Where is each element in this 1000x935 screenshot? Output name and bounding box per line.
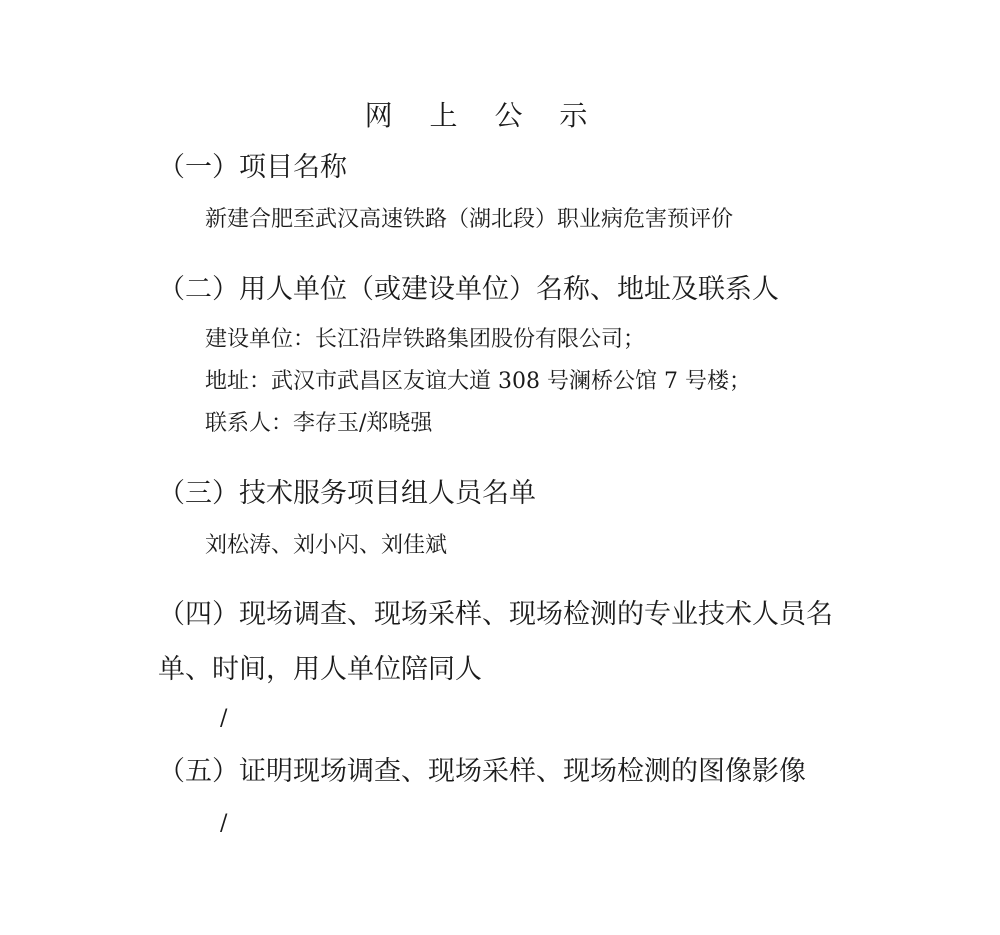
page-title: 网 上 公 示	[364, 99, 602, 132]
section-2-line-1: 建设单位：长江沿岸铁路集团股份有限公司；	[205, 327, 646, 352]
section-4-line-1: /	[220, 706, 228, 731]
section-3-line-1: 刘松涛、刘小闪、刘佳斌	[205, 533, 448, 558]
section-5-line-1: /	[220, 811, 228, 836]
section-2-line-3: 联系人：李存玉/郑晓强	[205, 411, 433, 436]
section-2-line-2: 地址：武汉市武昌区友谊大道 308 号澜桥公馆 7 号楼；	[205, 369, 751, 394]
section-2-heading: （二）用人单位（或建设单位）名称、地址及联系人	[158, 274, 779, 305]
section-4-heading: （四）现场调查、现场采样、现场检测的专业技术人员名单、时间，用人单位陪同人	[158, 599, 833, 685]
section-5-heading: （五）证明现场调查、现场采样、现场检测的图像影像	[158, 756, 806, 787]
section-1-line-1: 新建合肥至武汉高速铁路（湖北段）职业病危害预评价	[205, 207, 734, 232]
section-3-heading: （三）技术服务项目组人员名单	[158, 478, 536, 509]
section-1-heading: （一）项目名称	[158, 152, 347, 183]
